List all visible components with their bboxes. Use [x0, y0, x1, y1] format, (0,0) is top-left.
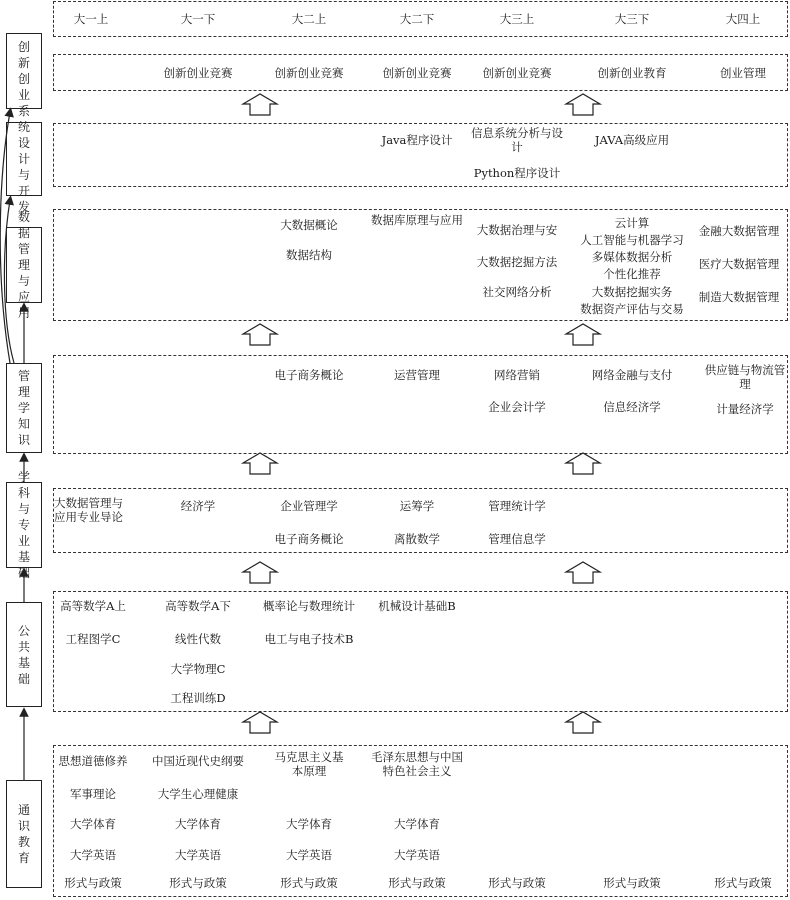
course-policy-1: 形式与政策	[64, 876, 122, 890]
course-pe-1: 大学体育	[70, 817, 116, 831]
course-innovation-2: 创新创业竞赛	[274, 66, 344, 80]
block-arrow-left-3	[243, 453, 277, 474]
course-math-a1: 高等数学A上	[60, 599, 126, 613]
course-network-marketing: 网络营销	[494, 368, 540, 382]
header-sem-6: 大三下	[614, 12, 650, 26]
category-system-design-label: 系统设计与开发	[17, 104, 30, 214]
course-data-asset: 数据资产评估与交易	[580, 302, 684, 316]
header-sem-4: 大二下	[399, 12, 435, 26]
course-economics: 经济学	[180, 499, 216, 513]
header-sem-3: 大二上	[291, 12, 327, 26]
category-discipline-basics-label: 学科与专业基础	[17, 470, 30, 580]
header-sem-2: 大一下	[180, 12, 216, 26]
course-finance-bigdata: 金融大数据管理	[698, 224, 780, 238]
course-network-finance: 网络金融与支付	[591, 368, 673, 382]
course-info-economics: 信息经济学	[603, 400, 661, 414]
course-data-structure: 数据结构	[286, 248, 332, 262]
course-cloud: 云计算	[614, 216, 650, 230]
course-econometrics: 计量经济学	[716, 402, 774, 416]
course-data-governance: 大数据治理与安	[476, 223, 558, 237]
course-english-3: 大学英语	[286, 848, 332, 862]
course-innovation-6: 创业管理	[720, 66, 766, 80]
block-arrow-right-2	[566, 562, 600, 583]
course-marxism: 马克思主义基本原理	[274, 750, 344, 778]
course-database: 数据库原理与应用	[371, 213, 463, 227]
course-operations-research: 运筹学	[399, 499, 435, 513]
course-bigdata-intro: 大数据概论	[280, 218, 338, 232]
block-arrow-left-1	[243, 712, 277, 733]
course-python: Python程序设计	[473, 166, 561, 180]
block-arrow-right-1	[566, 712, 600, 733]
course-english-2: 大学英语	[175, 848, 221, 862]
course-ecommerce-mgmt: 电子商务概论	[274, 368, 344, 382]
course-mgmt-statistics: 管理统计学	[488, 499, 546, 513]
course-pe-4: 大学体育	[394, 817, 440, 831]
course-major-intro: 大数据管理与应用专业导论	[54, 496, 123, 524]
course-innovation-1: 创新创业竞赛	[163, 66, 233, 80]
course-pe-3: 大学体育	[286, 817, 332, 831]
course-java: Java程序设计	[381, 133, 453, 147]
course-mechanical-design: 机械设计基础B	[378, 599, 456, 613]
course-probability: 概率论与数理统计	[263, 599, 355, 613]
header-sem-1: 大一上	[73, 12, 109, 26]
block-arrow-right-4	[566, 324, 600, 345]
block-arrow-left-4	[243, 324, 277, 345]
course-manufacture-bigdata: 制造大数据管理	[698, 290, 780, 304]
course-linear-algebra: 线性代数	[175, 632, 221, 646]
course-java-advanced: JAVA高级应用	[594, 133, 670, 147]
category-management-label: 管理学知识	[17, 369, 30, 447]
course-engineering-drawing: 工程图学C	[65, 632, 121, 646]
course-military: 军事理论	[70, 787, 116, 801]
block-arrow-right-5	[566, 94, 600, 115]
course-electronics: 电工与电子技术B	[264, 632, 354, 646]
block-arrow-right-3	[566, 453, 600, 474]
course-policy-7: 形式与政策	[714, 876, 772, 890]
course-multimedia: 多媒体数据分析	[591, 250, 673, 264]
course-mao-thought: 毛泽东思想与中国特色社会主义	[371, 750, 463, 778]
course-modern-history: 中国近现代史纲要	[152, 754, 244, 768]
course-enterprise-mgmt: 企业管理学	[280, 499, 338, 513]
category-general-education-label: 通识教育	[17, 803, 30, 865]
course-innovation-5: 创新创业教育	[597, 66, 667, 80]
course-morality: 思想道德修养	[58, 754, 128, 768]
course-mgmt-info: 管理信息学	[488, 532, 546, 546]
course-engineering-training: 工程训练D	[170, 691, 226, 705]
category-data-management-label: 数据管理与应用	[17, 210, 30, 320]
course-innovation-4: 创新创业竞赛	[482, 66, 552, 80]
course-recommend: 个性化推荐	[603, 267, 661, 281]
course-ecommerce-basic: 电子商务概论	[274, 532, 344, 546]
course-pe-2: 大学体育	[175, 817, 221, 831]
course-policy-5: 形式与政策	[488, 876, 546, 890]
course-supply-chain: 供应链与物流管理	[704, 363, 786, 391]
course-mining-practice: 大数据挖掘实务	[591, 285, 673, 299]
course-mental-health: 大学生心理健康	[157, 787, 239, 801]
course-policy-2: 形式与政策	[169, 876, 227, 890]
course-innovation-3: 创新创业竞赛	[382, 66, 452, 80]
course-policy-3: 形式与政策	[280, 876, 338, 890]
course-social-network: 社交网络分析	[482, 285, 552, 299]
course-accounting: 企业会计学	[488, 400, 546, 414]
header-sem-5: 大三上	[499, 12, 535, 26]
course-info-system: 信息系统分析与设计	[471, 126, 563, 154]
course-policy-6: 形式与政策	[603, 876, 661, 890]
category-public-basics-label: 公共基础	[17, 623, 30, 686]
course-data-mining-method: 大数据挖掘方法	[476, 255, 558, 269]
header-sem-7: 大四上	[725, 12, 761, 26]
course-english-1: 大学英语	[70, 848, 116, 862]
course-math-a2: 高等数学A下	[165, 599, 231, 613]
course-operations: 运营管理	[394, 368, 440, 382]
course-physics: 大学物理C	[170, 662, 226, 676]
block-arrow-left-5	[243, 94, 277, 115]
course-discrete-math: 离散数学	[394, 532, 440, 546]
course-ai-ml: 人工智能与机器学习	[580, 233, 684, 247]
course-medical-bigdata: 医疗大数据管理	[698, 257, 780, 271]
block-arrow-left-2	[243, 562, 277, 583]
course-english-4: 大学英语	[394, 848, 440, 862]
category-innovation-label: 创新创业	[17, 40, 30, 102]
course-policy-4: 形式与政策	[388, 876, 446, 890]
